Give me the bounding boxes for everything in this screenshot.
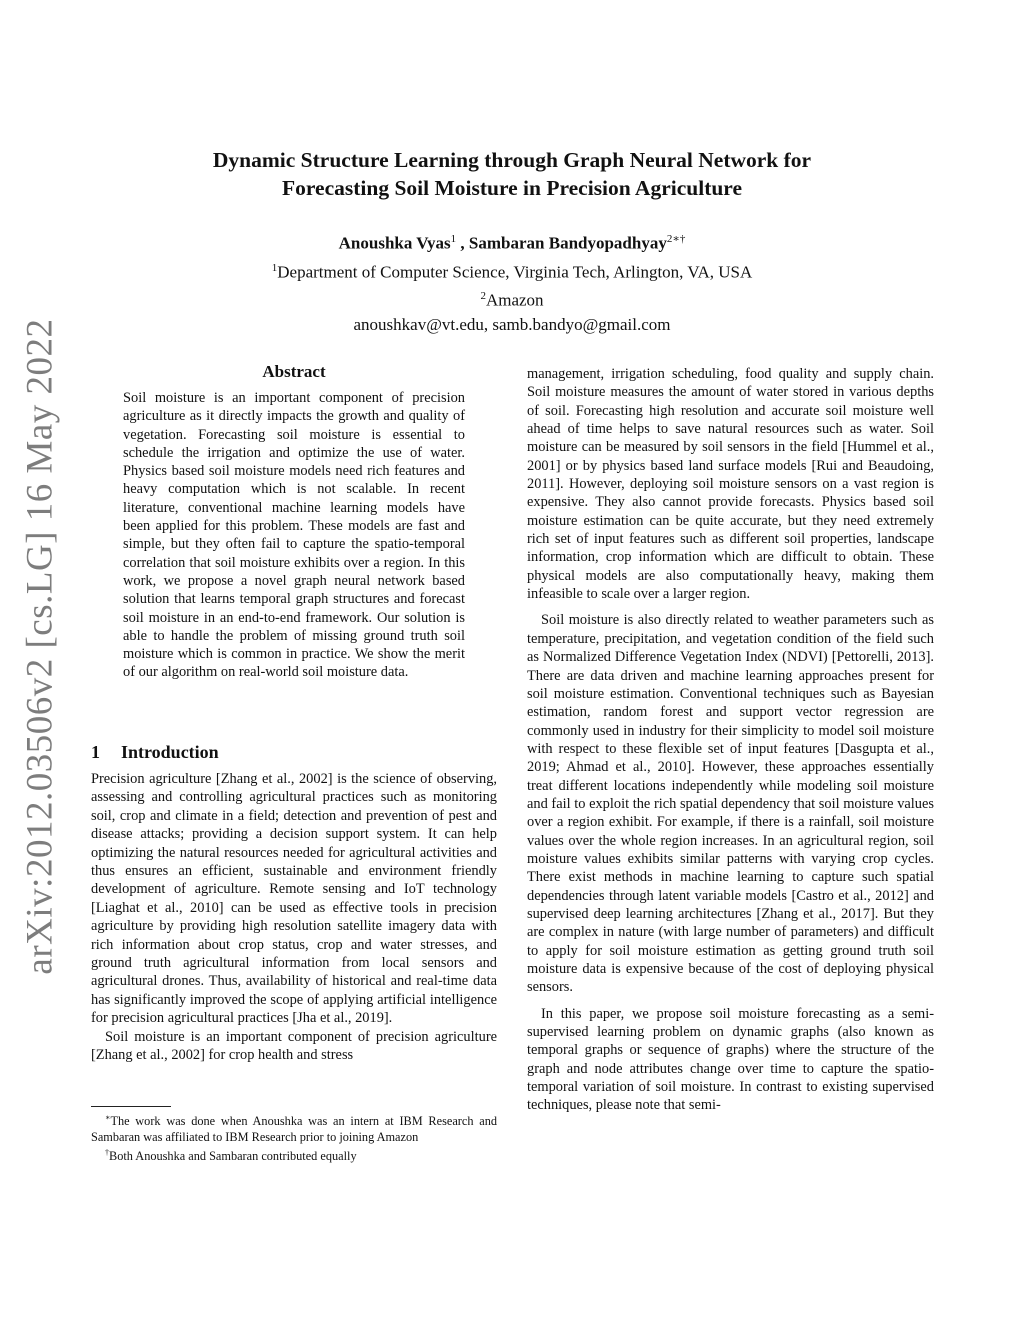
left-column-body [91, 770, 497, 1065]
right-column-body [527, 365, 934, 1123]
right-paragraph-2: Soil moisture is also directly related to weather parameters such as temperature, precipitation, and vegetation condition of the field such as Normalized Difference Vegetation Index (NDVI) [Pettorelli, 2013]. There are data driven and machine learning approaches present for soil moisture estimation. Conventional techniques such as Bayesian estimation, random forest and support vector regression are commonly used in industry for their simplicity to model soil moisture with respect to these flexible set of input features [Dasgupta et al., 2019; Ahmad et al., 2010]. However, these approaches essentially treat different locations independently while modeling soil moisture and fail to exploit the rich spatial dependency that soil moisture values over a region exhibit. For example, if there is a rainfall, soil moisture values over the whole region increases. In an agricultural region, soil moisture values exhibits similar patterns with varying crop cycles. There exist methods in machine learning to capture such spatial dependencies through latent variable models [Castro et al., 2012] and supervised deep learning architectures [Zhang et al., 2017]. But they are complex in nature (with large number of parameters) and difficult to apply for soil moisture estimation as getting ground truth soil moisture data is expensive because of the cost of deploying physical sensors. [527, 612, 934, 996]
affiliation-1 [130, 256, 894, 285]
section-1-number: 1 [91, 742, 100, 762]
author-separator: , [456, 233, 469, 253]
title-line-2: Forecasting Soil Moisture in Precision Agriculture [281, 176, 743, 200]
abstract-text: Soil moisture is an important component of precision agriculture as it directly impacts the growth and quality of vegetation. Forecasting soil moisture is essential to schedule the irrigation and optimize the use of water. Physics based soil moisture models need rich features and heavy computation which is not scalable. In recent literature, conventional machine learning models have been applied for this problem. These models are fast and simple, but they often fail to capture the spatio-temporal correlation that soil moisture exhibits over a region. In this work, we propose a novel graph neural network based solution that learns temporal graph structures and forecast soil moisture in an end-to-end framework. Our solution is able to handle the problem of missing ground truth soil moisture which is common in practice. We show the merit of our algorithm on real-world soil moisture data. [123, 390, 465, 681]
section-1-heading [91, 742, 219, 763]
affiliation-2-text: Amazon [485, 290, 544, 310]
abstract-heading: Abstract [262, 362, 326, 381]
paper-title [130, 146, 894, 202]
footnote-1-mark: ∗ [105, 1113, 111, 1122]
author-1-name: Anoushka Vyas [338, 233, 451, 253]
right-paragraph-3: In this paper, we propose soil moisture forecasting as a semi-supervised learning problem on dynamic graphs (also known as temporal graphs or sequence of graphs) where the structure of the graph and node attributes change over time to capture the spatio-temporal variation of soil moisture. In contrast to existing supervised techniques, please note that semi- [527, 1005, 934, 1114]
author-2-name: Sambaran Bandyopadhyay [468, 233, 667, 253]
footnote-divider [91, 1106, 171, 1107]
abstract-body [123, 389, 465, 682]
right-paragraph-1: management, irrigation scheduling, food quality and supply chain. Soil moisture measures the amount of water stored in various depths of soil. Forecasting high resolution and accurate soil moisture well ahead of time helps to save natural resources such as water. Soil moisture can be measured by soil sensors in the field [Hummel et al., 2001] or by physics based land surface models [Rui and Beaudoing, 2011]. However, deploying soil moisture sensors on a vast region is expensive. They also cannot provide forecasts. Physics based soil moisture estimation can be quite accurate, but they need extremely rich set of input features such as different soil properties, landscape information, crop information which are difficult to obtain. These physical models are also computationally heavy, making them infeasible to scale over a larger region. [527, 366, 934, 603]
affiliation-2-mark: 2 [480, 290, 486, 303]
author-block [130, 227, 894, 337]
footnote-1-text: The work was done when Anoushka was an intern at IBM Research and Sambaran was affiliated to IBM Research prior to joining Amazon [91, 1114, 497, 1145]
arxiv-identifier-stamp [12, 317, 68, 975]
intro-paragraph-2: Soil moisture is an important component of precision agriculture [Zhang et al., 2002] for crop health and stress [91, 1028, 497, 1064]
footnotes [91, 1110, 497, 1164]
author-names [130, 227, 894, 256]
author-1-affil-mark: 1 [450, 233, 457, 245]
footnote-2-mark: † [105, 1148, 109, 1158]
footnote-2 [91, 1145, 497, 1164]
section-1-title: Introduction [121, 742, 219, 762]
arxiv-identifier-text: arXiv:2012.03506v2 [cs.LG] 16 May 2022 [19, 317, 61, 975]
author-emails: anoushkav@vt.edu, samb.bandyo@gmail.com [353, 314, 671, 334]
affiliation-1-mark: 1 [271, 261, 278, 274]
title-line-1: Dynamic Structure Learning through Graph Neural Network for [212, 148, 812, 172]
author-2-affil-mark: 2∗† [666, 233, 686, 245]
affiliation-2 [130, 284, 894, 313]
footnote-2-text: Both Anoushka and Sambaran contributed equally [109, 1149, 357, 1164]
intro-paragraph-1: Precision agriculture [Zhang et al., 2002] is the science of observing, assessing and controlling agricultural practices such as monitoring soil, crop and climate in a field; detection and prevention of pest and disease attacks; providing a decision support system. It can help optimizing the natural resources needed for agricultural activities and thus ensures an efficient, sustainable and environment friendly development of agriculture. Remote sensing and IoT technology [Liaghat et al., 2010] can be used as effective tools in precision agriculture by providing high resolution satellite imagery data with rich information about crop status, crop and water stresses, and ground truth agricultural information from local sensors and agricultural drones. Thus, availability of historical and real-time data has significantly improved the scope of applying artificial intelligence for precision agricultural practices [Jha et al., 2019]. [91, 771, 497, 1027]
footnote-1 [91, 1110, 497, 1145]
affiliation-1-text: Department of Computer Science, Virginia Tech, Arlington, VA, USA [277, 262, 753, 282]
